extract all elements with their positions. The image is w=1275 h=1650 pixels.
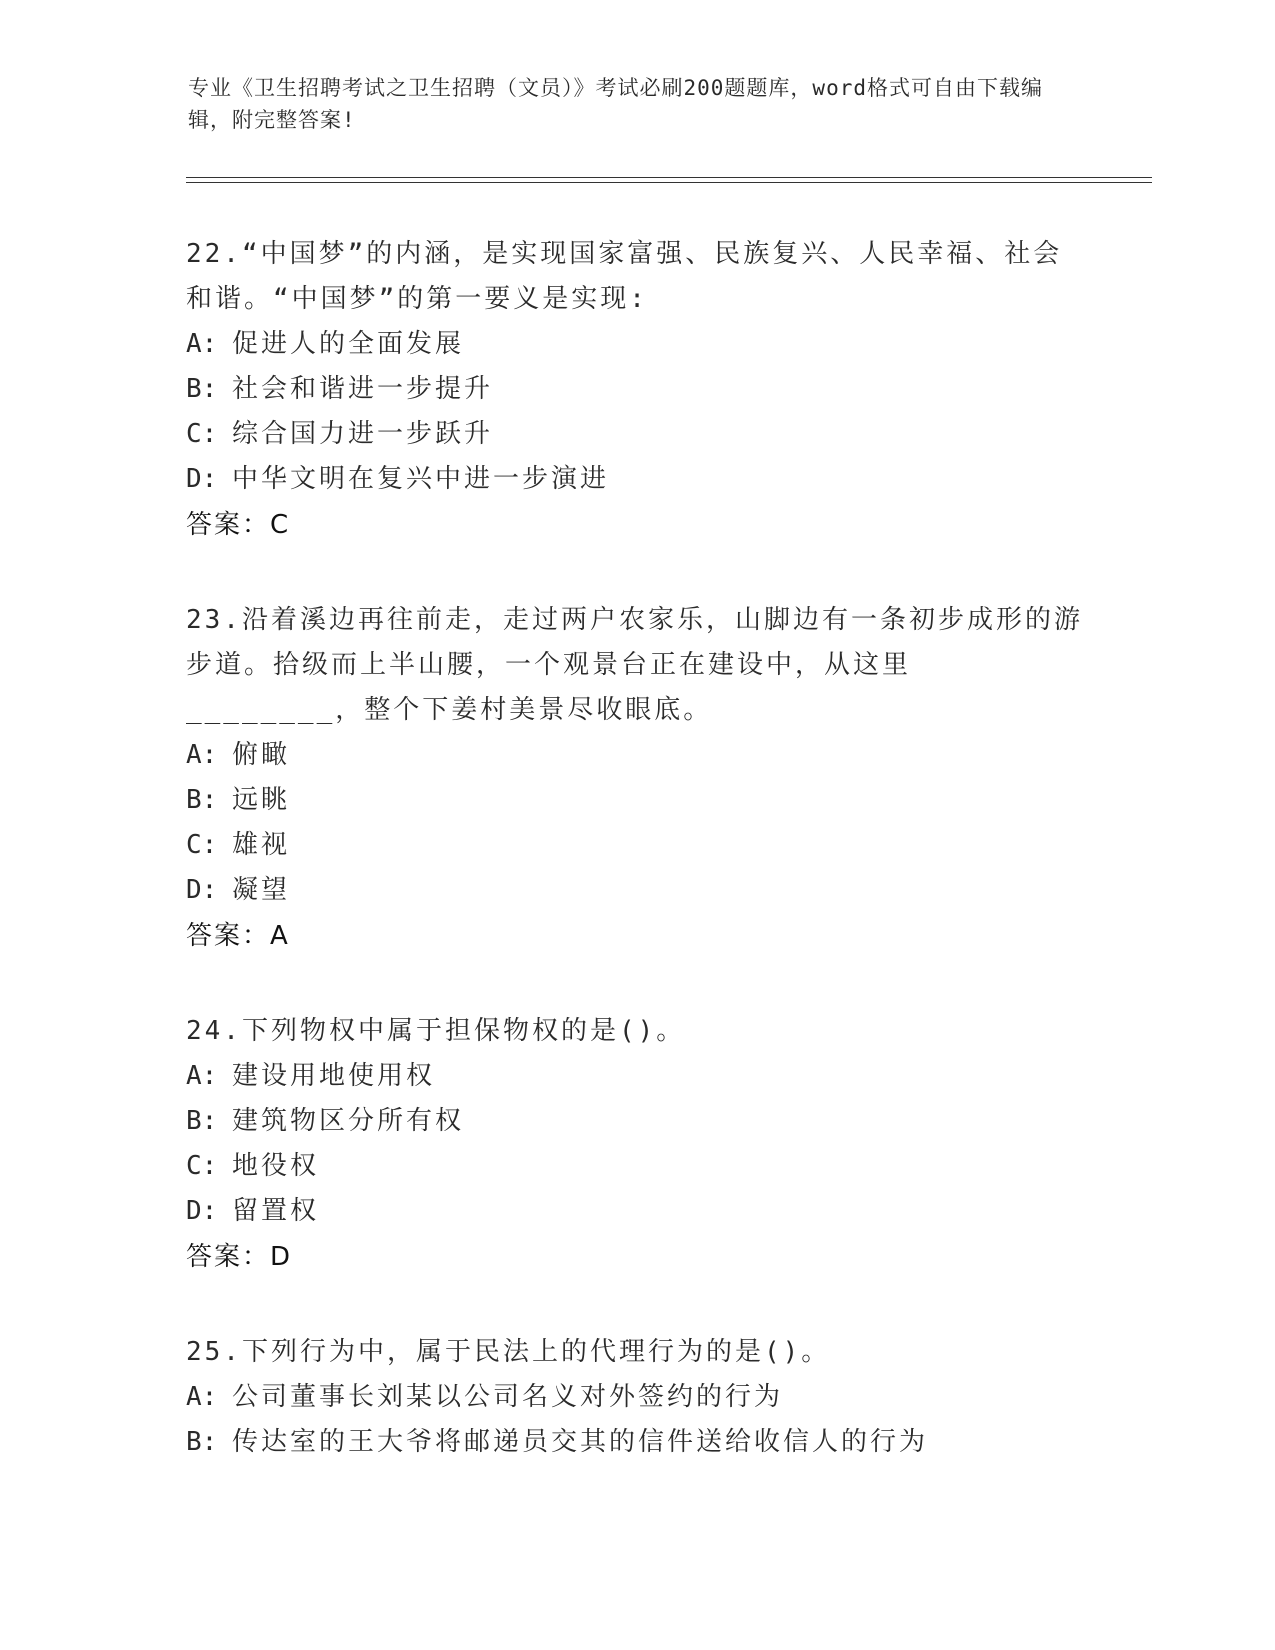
option-key: D: (186, 464, 218, 494)
question-25 (186, 1330, 1086, 1465)
header-rule-top (186, 177, 1152, 178)
option-key: C: (186, 1151, 218, 1181)
option-b (186, 1099, 1086, 1144)
option-key: A: (186, 740, 218, 770)
option-key: C: (186, 830, 218, 860)
option-text: 远眺 (232, 785, 291, 815)
option-b (186, 778, 1086, 823)
option-d (186, 868, 1086, 913)
option-a (186, 1054, 1086, 1099)
option-key: A: (186, 329, 218, 359)
question-22 (186, 232, 1086, 548)
option-text: 建设用地使用权 (232, 1061, 436, 1091)
option-key: B: (186, 785, 218, 815)
option-c (186, 823, 1086, 868)
question-text: 25.下列行为中，属于民法上的代理行为的是()。 (186, 1337, 831, 1367)
question-23 (186, 598, 1086, 959)
option-b (186, 1420, 1086, 1465)
option-key: A: (186, 1061, 218, 1091)
document-header: 专业《卫生招聘考试之卫生招聘（文员）》考试必刷200题题库，word格式可自由下载编辑，附完整答案! (188, 76, 1043, 132)
option-a (186, 733, 1086, 778)
option-key: D: (186, 875, 218, 905)
option-a (186, 1375, 1086, 1420)
question-text: 22.“中国梦”的内涵，是实现国家富强、民族复兴、人民幸福、社会和谐。“中国梦”的第一要义是实现: (186, 239, 1063, 314)
answer: 答案：C (186, 510, 291, 540)
option-b (186, 367, 1086, 412)
answer: 答案：D (186, 1242, 293, 1272)
option-text: 留置权 (232, 1196, 320, 1226)
option-text: 传达室的王大爷将邮递员交其的信件送给收信人的行为 (232, 1427, 929, 1457)
option-text: 俯瞰 (232, 740, 291, 770)
option-text: 凝望 (232, 875, 291, 905)
option-text: 促进人的全面发展 (232, 329, 465, 359)
option-key: B: (186, 1106, 218, 1136)
option-text: 综合国力进一步跃升 (232, 419, 494, 449)
option-text: 建筑物区分所有权 (232, 1106, 465, 1136)
option-key: D: (186, 1196, 218, 1226)
option-key: B: (186, 1427, 218, 1457)
option-c (186, 412, 1086, 457)
option-key: A: (186, 1382, 218, 1412)
option-text: 地役权 (232, 1151, 320, 1181)
option-a (186, 322, 1086, 367)
option-text: 中华文明在复兴中进一步演进 (232, 464, 610, 494)
question-list (186, 232, 1086, 1515)
question-text: 24.下列物权中属于担保物权的是()。 (186, 1016, 686, 1046)
option-key: C: (186, 419, 218, 449)
option-d (186, 1189, 1086, 1234)
question-24 (186, 1009, 1086, 1280)
header-rule-bottom (186, 182, 1152, 183)
option-text: 公司董事长刘某以公司名义对外签约的行为 (232, 1382, 784, 1412)
option-d (186, 457, 1086, 502)
option-key: B: (186, 374, 218, 404)
option-text: 雄视 (232, 830, 291, 860)
option-text: 社会和谐进一步提升 (232, 374, 494, 404)
question-text: 23.沿着溪边再往前走，走过两户农家乐，山脚边有一条初步成形的游步道。拾级而上半山腰，一个观景台正在建设中，从这里________，整个下姜村美景尽收眼底。 (186, 605, 1083, 725)
answer: 答案：A (186, 921, 290, 951)
option-c (186, 1144, 1086, 1189)
